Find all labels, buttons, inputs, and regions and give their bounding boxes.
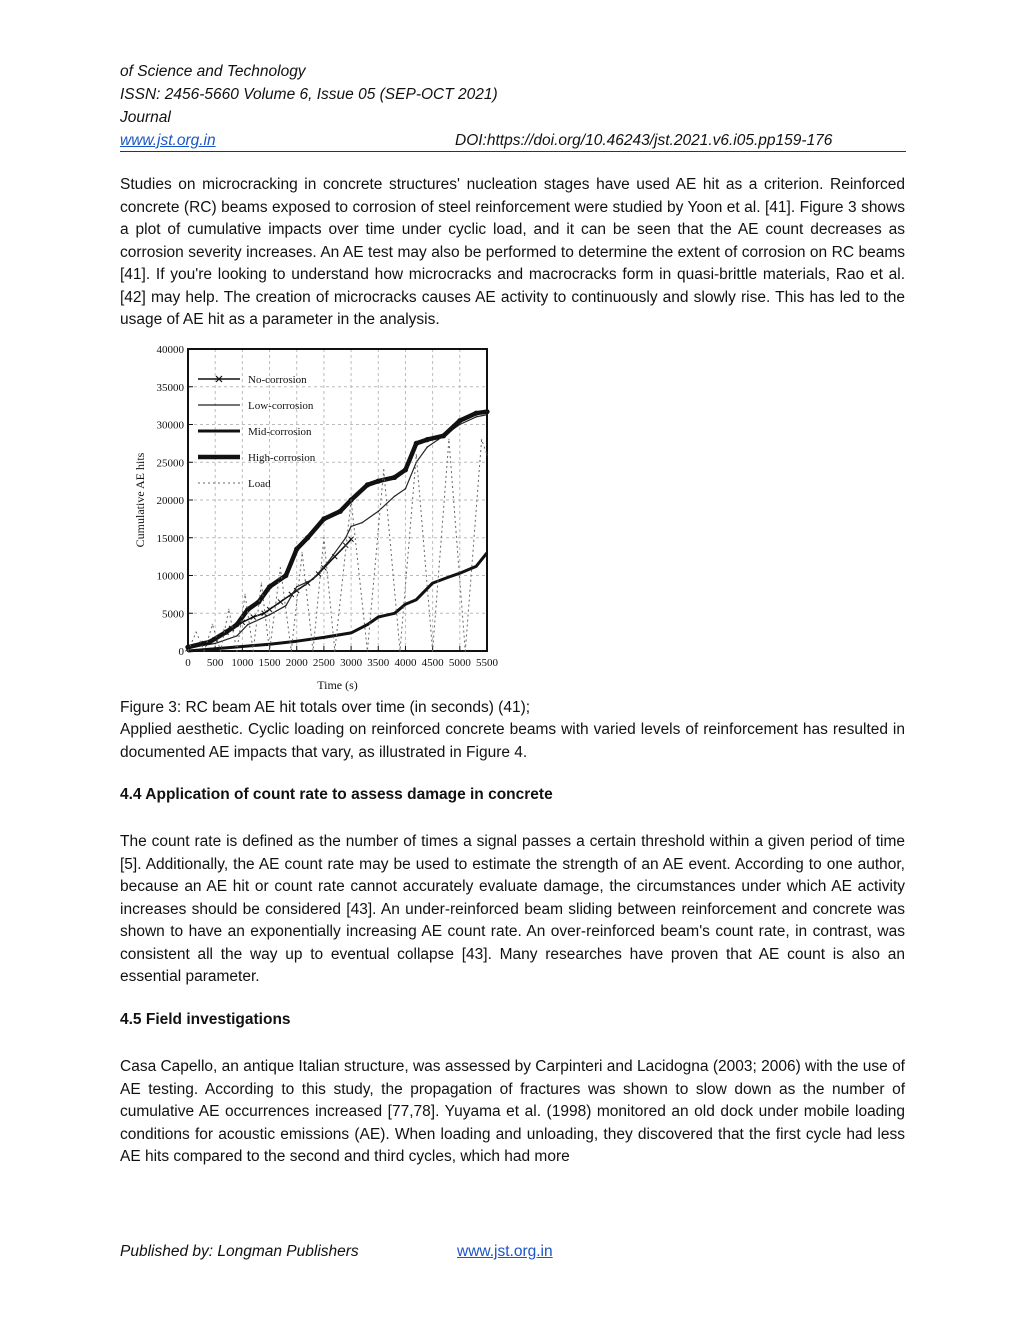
data-point <box>405 488 407 490</box>
data-point <box>247 624 249 626</box>
data-point <box>323 637 325 639</box>
x-tick-label: 500 <box>206 657 224 669</box>
data-point <box>377 511 379 513</box>
data-point <box>394 495 396 497</box>
data-point <box>301 552 303 554</box>
data-point <box>267 584 272 589</box>
data-point <box>242 646 244 648</box>
chart-ticks <box>157 344 499 669</box>
data-point <box>432 582 434 584</box>
data-point <box>475 566 477 568</box>
data-point <box>345 537 347 539</box>
data-point <box>361 522 363 524</box>
series-mid-corrosion <box>187 552 488 652</box>
data-point <box>448 576 450 578</box>
data-point <box>377 616 379 618</box>
y-tick-label: 10000 <box>156 570 184 583</box>
x-tick-label: 3000 <box>340 657 363 669</box>
x-tick-label: 2500 <box>312 657 335 669</box>
data-point <box>269 614 271 616</box>
data-point <box>403 467 408 472</box>
data-point <box>392 475 397 480</box>
data-point <box>474 411 479 416</box>
data-point <box>367 650 369 652</box>
figure-3-chart <box>130 343 510 695</box>
data-point <box>228 609 230 611</box>
y-tick-label: 15000 <box>156 532 184 545</box>
data-point <box>365 482 370 487</box>
data-point <box>486 552 488 554</box>
legend-label-mid-corrosion: Mid-corrosion <box>248 426 312 438</box>
y-tick-label: 30000 <box>156 419 184 432</box>
data-point <box>343 543 348 548</box>
data-point <box>236 635 238 637</box>
x-tick-label: 2000 <box>285 657 308 669</box>
data-point <box>457 418 462 423</box>
legend-label-low-corrosion: Low-corrosion <box>248 400 314 412</box>
data-point <box>416 454 418 456</box>
data-point <box>323 537 325 539</box>
data-point <box>212 624 214 626</box>
data-point <box>416 599 418 601</box>
data-point <box>207 639 212 644</box>
x-tick-label: 5000 <box>448 657 471 669</box>
data-point <box>426 446 428 448</box>
data-point <box>296 640 298 642</box>
series-line-load <box>188 440 487 651</box>
data-point <box>334 650 336 652</box>
x-tick-label: 1500 <box>258 657 281 669</box>
data-point <box>350 632 352 634</box>
paragraph-count-rate: The count rate is defined as the number of times a signal passes a certain threshold within a given period of time [5]. Additionally, the AE count rate may be used to estimate the strength of an AE event. According to one author, because an AE hit or count rate cannot accurately evaluate damage, the circumstances under which AE activity increases should be considered [43]. An under-reinforced beam sliding between reinforcement and concrete was shown to have an exponentially increasing AE count rate. An over-reinforced beam's count rate, in contrast, was consistent all the way up to eventual collapse [43]. Many researches have proven that AE count is also an essential parameter. <box>120 833 905 985</box>
data-point <box>414 441 419 446</box>
data-point <box>448 439 450 441</box>
data-point <box>399 650 401 652</box>
data-point <box>425 437 430 442</box>
data-point <box>405 603 407 605</box>
data-point <box>256 599 261 604</box>
data-point <box>338 509 343 514</box>
y-tick-label: 20000 <box>156 495 184 507</box>
issn-line: ISSN: 2456-5660 Volume 6, Issue 05 (SEP-OCT 2021) <box>120 86 498 103</box>
figure-caption: Figure 3: RC beam AE hit totals over time (in seconds) (41); <box>120 699 531 716</box>
data-point <box>367 624 369 626</box>
data-point <box>269 650 271 652</box>
chart-grid <box>188 349 487 651</box>
x-tick-label: 3500 <box>367 657 390 669</box>
data-point <box>383 469 385 471</box>
data-point <box>486 454 488 456</box>
chart-series <box>185 409 489 652</box>
data-point <box>312 650 314 652</box>
series-line-high-corrosion <box>188 412 487 648</box>
footer-website-link[interactable]: www.jst.org.in <box>457 1243 553 1260</box>
y-tick-label: 40000 <box>156 344 184 356</box>
data-point <box>285 605 287 607</box>
y-tick-label: 0 <box>178 646 184 658</box>
data-point <box>376 479 381 484</box>
footer-website-wrapper <box>457 1243 553 1261</box>
data-point <box>236 650 238 652</box>
data-point <box>220 650 222 652</box>
data-point <box>214 643 216 645</box>
data-point <box>214 648 216 650</box>
data-point <box>244 594 246 596</box>
data-point <box>187 650 189 652</box>
data-point <box>475 416 477 418</box>
data-point <box>204 650 206 652</box>
data-point <box>464 650 466 652</box>
data-point <box>185 645 190 650</box>
x-tick-label: 1000 <box>231 657 254 669</box>
y-tick-label: 5000 <box>162 608 184 621</box>
data-point <box>278 599 283 604</box>
data-point <box>280 567 282 569</box>
header-website-link[interactable]: www.jst.org.in <box>120 132 216 149</box>
section-heading-4-5: 4.5 Field investigations <box>120 1011 291 1028</box>
paragraph-field-investigations: Casa Capello, an antique Italian structure, was assessed by Carpinteri and Lacidogna (2003; 2006) with the use of AE testing. According to this study, the propagation of fractures was shown to slow down as the number of cumulative AE occurrences increased [77,78]. Yuyama et al. (1998) monitored an old dock under mobile loading conditions for acoustic emissions (AE). When loading and unloading, they discovered that the first cycle had less AE hits compared to the second and third cycles, which had more <box>120 1058 905 1165</box>
x-tick-label: 5500 <box>476 657 498 669</box>
data-point <box>234 622 239 627</box>
x-tick-label: 4000 <box>394 657 417 669</box>
data-point <box>350 499 352 501</box>
data-point <box>432 650 434 652</box>
data-point <box>321 516 326 521</box>
x-axis-label: Time (s) <box>317 678 358 692</box>
doi-text: DOI:https://doi.org/10.46243/jst.2021.v6.i05.pp159-176 <box>455 132 833 149</box>
data-point <box>290 650 292 652</box>
header-links-row <box>120 129 216 152</box>
section-heading-4-4: 4.4 Application of count rate to assess damage in concrete <box>120 786 553 803</box>
x-tick-label: 0 <box>185 657 191 669</box>
data-point <box>481 439 483 441</box>
legend-label-high-corrosion: High-corrosion <box>248 452 316 464</box>
journal-label: Journal <box>120 109 171 126</box>
paragraph-applied: Applied aesthetic. Cyclic loading on reinforced concrete beams with varied levels of reinforcement has resulted in documented AE impacts that vary, as illustrated in Figure 4. <box>120 721 905 761</box>
data-point <box>329 560 331 562</box>
series-line-mid-corrosion <box>188 553 487 651</box>
journal-title-line: of Science and Technology <box>120 63 306 80</box>
y-axis-label: Cumulative AE hits <box>133 452 147 548</box>
y-tick-label: 35000 <box>156 381 184 394</box>
header-divider <box>120 151 906 152</box>
data-point <box>294 546 299 551</box>
paragraph-intro: Studies on microcracking in concrete structures' nucleation stages have used AE hit as a criterion. Reinforced concrete (RC) beams exposed to corrosion of steel reinforcement were studied by Yoon et al. [41]. Figure 3 shows a plot of cumulative impacts over time under cyclic load, and it can be seen that the AE count decreases as corrosion severity increases. An AE test may also be performed to determine the extent of corrosion on RC beams [41]. If you're looking to understand how microcracks and macrocracks form in quasi-brittle materials, Rao et al. [42] may help. The creation of microcracks causes AE activity to continuously and slowly rise. This has led to the usage of AE hit as a parameter in the analysis. <box>120 176 905 328</box>
data-point <box>441 433 446 438</box>
x-tick-label: 4500 <box>421 657 444 669</box>
data-point <box>350 526 352 528</box>
data-point <box>394 612 396 614</box>
data-point <box>195 631 197 633</box>
y-tick-label: 25000 <box>156 457 184 470</box>
legend-label-no-corrosion: No-corrosion <box>248 374 307 386</box>
legend-label-load: Load <box>248 478 271 490</box>
footer-publisher: Published by: Longman Publishers <box>120 1243 359 1260</box>
series-load <box>187 439 488 652</box>
data-point <box>261 582 263 584</box>
data-point <box>312 578 314 580</box>
data-point <box>305 535 310 540</box>
data-point <box>252 650 254 652</box>
data-point <box>283 573 288 578</box>
data-point <box>296 586 298 588</box>
data-point <box>484 409 489 414</box>
